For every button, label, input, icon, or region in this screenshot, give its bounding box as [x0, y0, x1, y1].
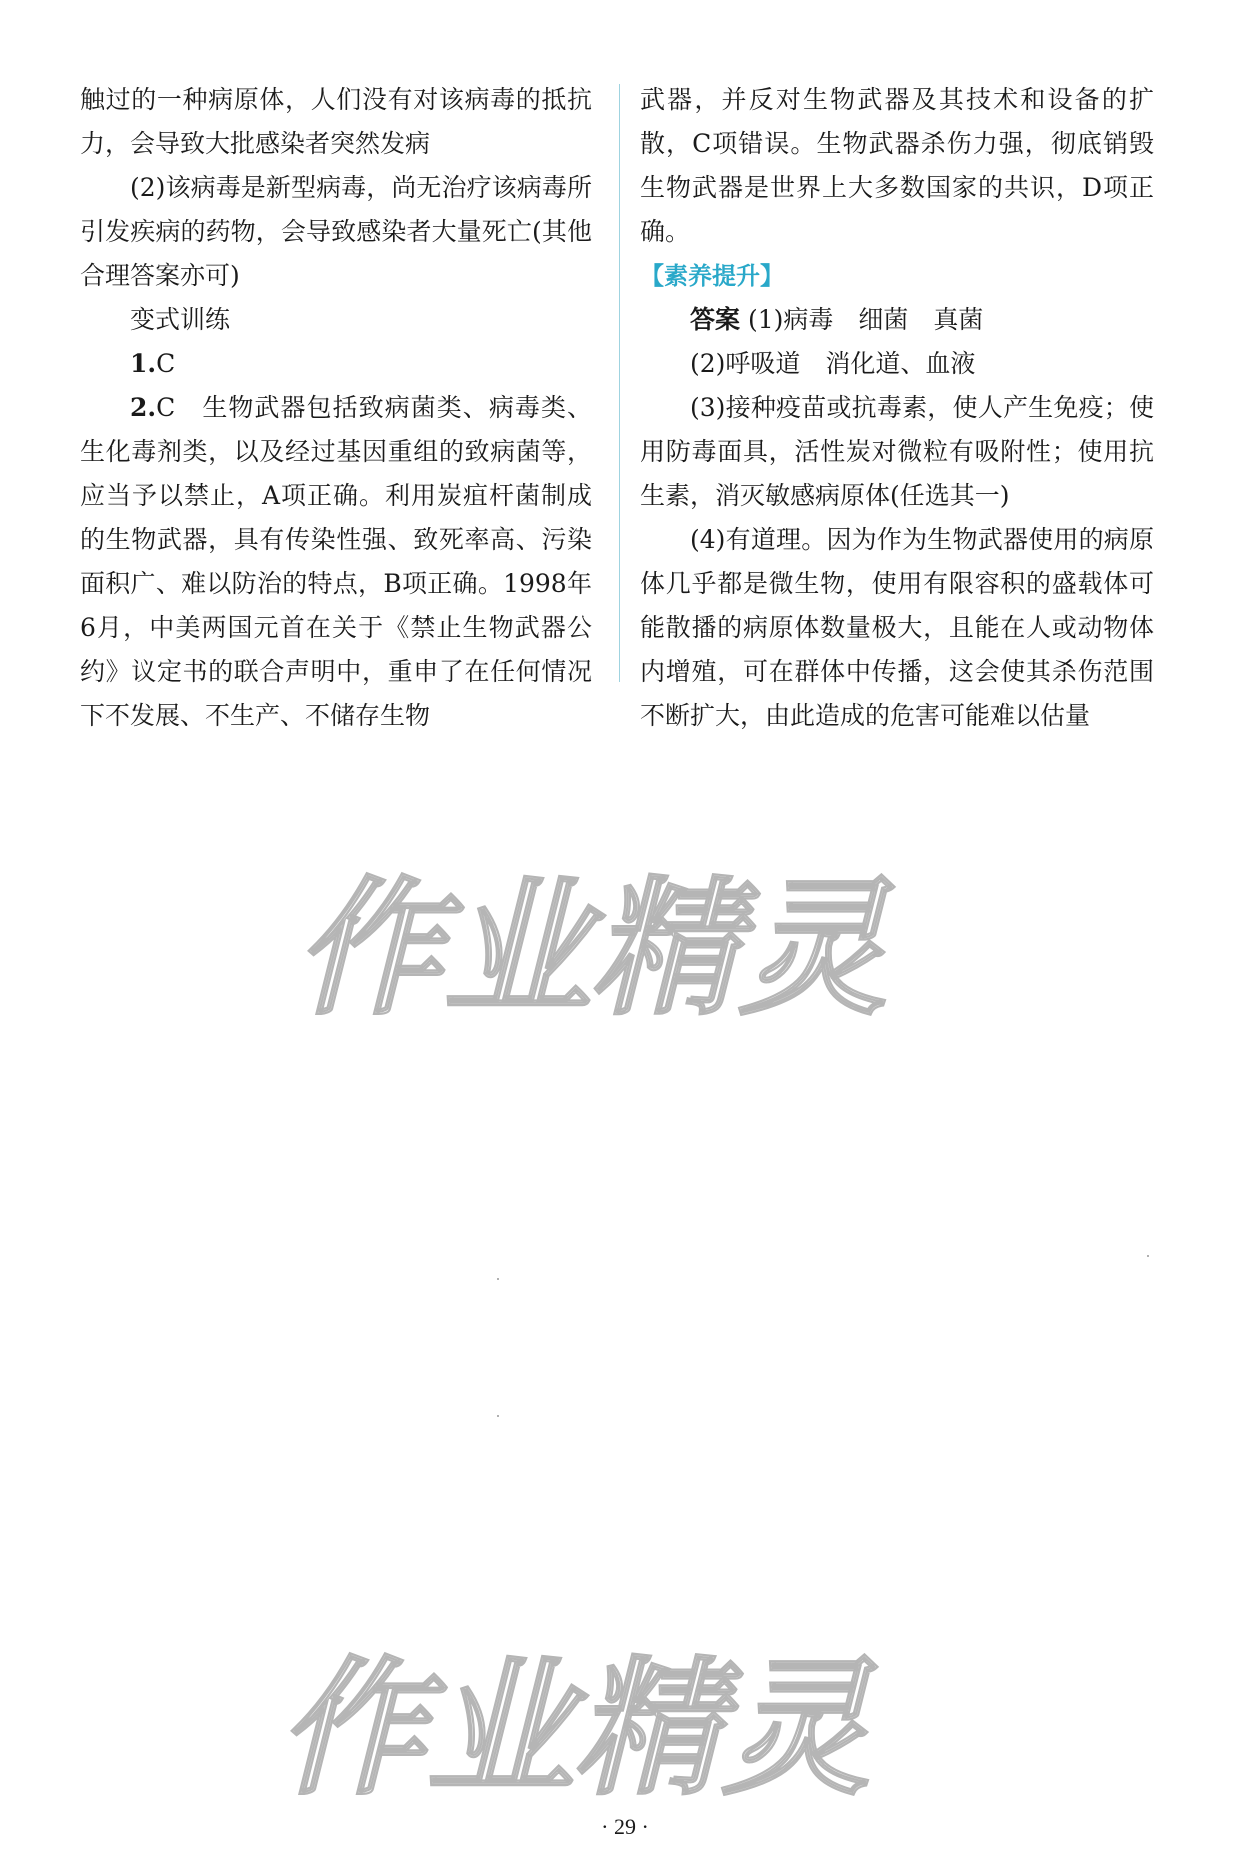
answer-1-text: (1)病毒 细菌 真菌 — [747, 305, 984, 334]
right-column — [640, 78, 1154, 738]
section-heading — [640, 254, 1154, 298]
question-1-number: 1. — [130, 349, 157, 378]
watermark-top-text: 作业精灵 — [295, 863, 887, 1035]
left-column — [80, 78, 592, 738]
question-2-explanation: C 生物武器包括致病菌类、病毒类、生化毒剂类，以及经过基因重组的致病菌等，应当予以禁止，A项正确。利用炭疽杆菌制成的生物武器，具有传染性强、致死率高、污染面积广、难以防治的特点，B项正确。1998年6月，中美两国元首在关于《禁止生物武器公约》议定书的联合声明中，重申了在任何情况下不发展、不生产、不储存生物 — [80, 393, 592, 730]
question-2 — [80, 386, 592, 738]
section-tag: 【素养提升】 — [640, 262, 784, 290]
answer-1 — [640, 298, 1154, 342]
answer-3: (3)接种疫苗或抗毒素，使人产生免疫；使用防毒面具，活性炭对微粒有吸附性；使用抗生素，消灭敏感病原体(任选其一) — [640, 393, 1154, 510]
watermark-top — [285, 850, 887, 1044]
answer-4: (4)有道理。因为作为生物武器使用的病原体几乎都是微生物，使用有限容积的盛载体可能散播的病原体数量极大，且能在人或动物体内增殖，可在群体中传播，这会使其杀伤范围不断扩大，由此造成的危害可能难以估量 — [640, 525, 1154, 730]
question-2-number: 2. — [130, 393, 157, 422]
question-1 — [80, 342, 592, 386]
column-divider — [619, 84, 620, 682]
left-paragraph-1: 触过的一种病原体，人们没有对该病毒的抵抗力，会导致大批感染者突然发病 — [80, 85, 592, 158]
speck — [497, 1415, 499, 1417]
speck — [1147, 1255, 1149, 1257]
page-number: · 29 · — [601, 1814, 649, 1839]
right-paragraph-continuation: 武器，并反对生物武器及其技术和设备的扩散，C项错误。生物武器杀伤力强，彻底销毁生物武器是世界上大多数国家的共识，D项正确。 — [640, 85, 1154, 246]
watermark-bottom-text: 作业精灵 — [278, 1643, 870, 1815]
left-paragraph-2: (2)该病毒是新型病毒，尚无治疗该病毒所引发疾病的药物，会导致感染者大量死亡(其他合理答案亦可) — [80, 173, 592, 290]
speck — [497, 1278, 499, 1280]
question-1-answer: C — [156, 349, 176, 378]
watermark-bottom — [268, 1630, 870, 1824]
variant-training-heading: 变式训练 — [130, 305, 231, 334]
answer-2: (2)呼吸道 消化道、血液 — [690, 349, 976, 378]
answer-label: 答案 — [690, 305, 741, 334]
